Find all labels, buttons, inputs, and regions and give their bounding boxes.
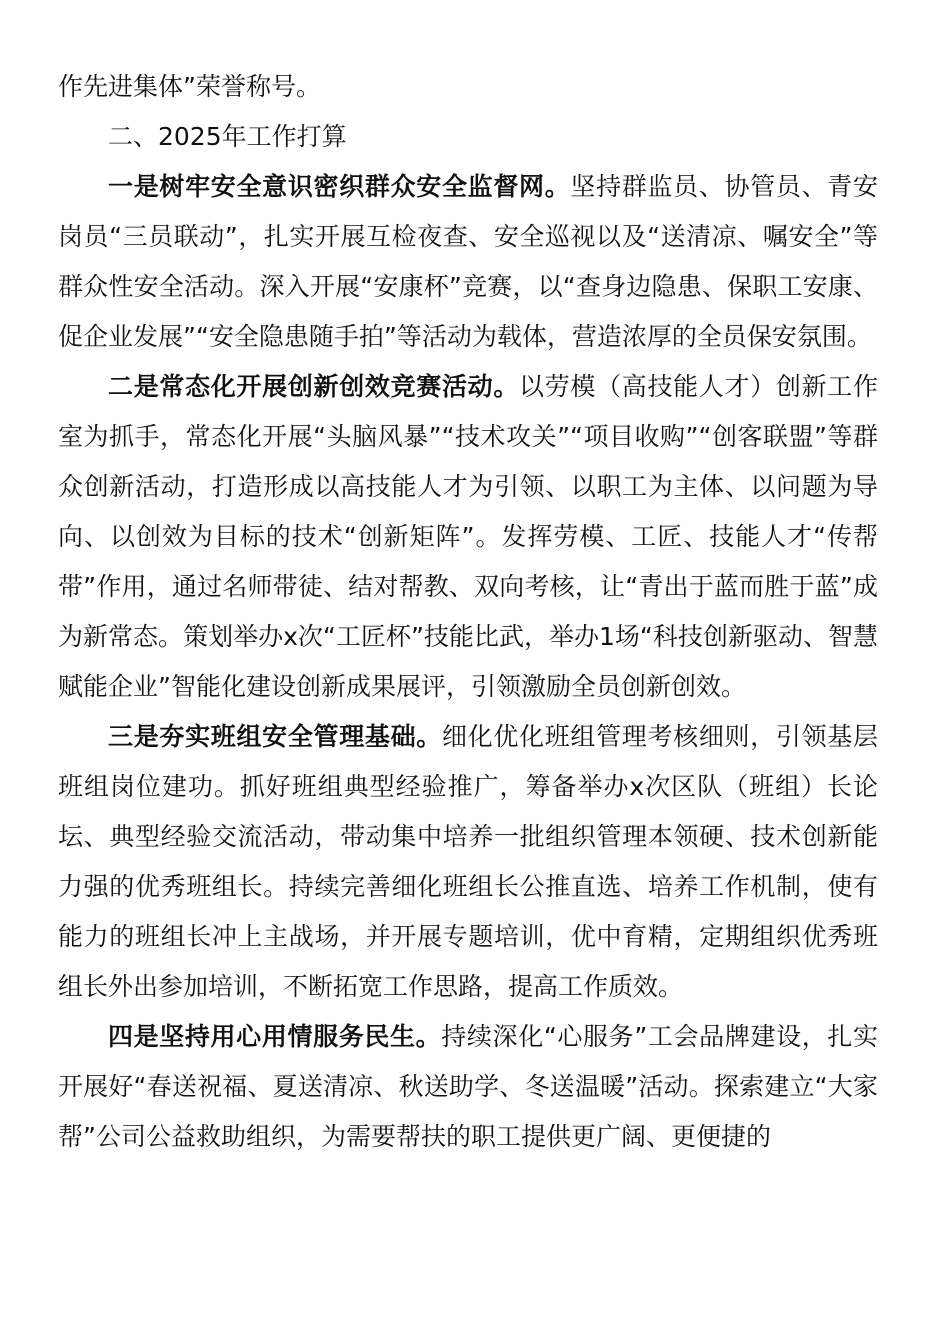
paragraph-4-lead: 四是坚持用心用情服务民生。	[108, 1022, 442, 1051]
section-heading: 二、2025年工作打算	[108, 122, 347, 151]
paragraph-1	[58, 162, 878, 362]
paragraph-1-body: 坚持群监员、协管员、青安岗员“三员联动”，扎实开展互检夜查、安全巡视以及“送清凉、嘱安全”等群众性安全活动。深入开展“安康杯”竞赛，以“查身边隐患、保职工安康、促企业发展”“安全隐患随手拍”等活动为载体，营造浓厚的全员保安氛围。	[58, 172, 878, 351]
document-page	[58, 62, 878, 1162]
paragraph-2-lead: 二是常态化开展创新创效竞赛活动。	[108, 372, 520, 401]
paragraph-3	[58, 712, 878, 1012]
paragraph-2	[58, 362, 878, 712]
continued-line: 作先进集体”荣誉称号。	[58, 72, 321, 101]
paragraph-2-body: 以劳模（高技能人才）创新工作室为抓手，常态化开展“头脑风暴”“技术攻关”“项目收购”“创客联盟”等群众创新活动，打造形成以高技能人才为引领、以职工为主体、以问题为导向、以创效为目标的技术“创新矩阵”。发挥劳模、工匠、技能人才“传帮带”作用，通过名师带徒、结对帮教、双向考核，让“青出于蓝而胜于蓝”成为新常态。策划举办x次“工匠杯”技能比武，举办1场“科技创新驱动、智慧赋能企业”智能化建设创新成果展评，引领激励全员创新创效。	[58, 372, 878, 701]
paragraph-4-body: 持续深化“心服务”工会品牌建设，扎实开展好“春送祝福、夏送清凉、秋送助学、冬送温暖”活动。探索建立“大家帮”公司公益救助组织，为需要帮扶的职工提供更广阔、更便捷的	[58, 1022, 878, 1151]
paragraph-4	[58, 1012, 878, 1162]
paragraph-3-body: 细化优化班组管理考核细则，引领基层班组岗位建功。抓好班组典型经验推广，筹备举办x次区队（班组）长论坛、典型经验交流活动，带动集中培养一批组织管理本领硬、技术创新能力强的优秀班组长。持续完善细化班组长公推直选、培养工作机制，使有能力的班组长冲上主战场，并开展专题培训，优中育精，定期组织优秀班组长外出参加培训，不断拓宽工作思路，提高工作质效。	[58, 722, 878, 1001]
paragraph-3-lead: 三是夯实班组安全管理基础。	[108, 722, 442, 751]
paragraph-1-lead: 一是树牢安全意识密织群众安全监督网。	[108, 172, 571, 201]
